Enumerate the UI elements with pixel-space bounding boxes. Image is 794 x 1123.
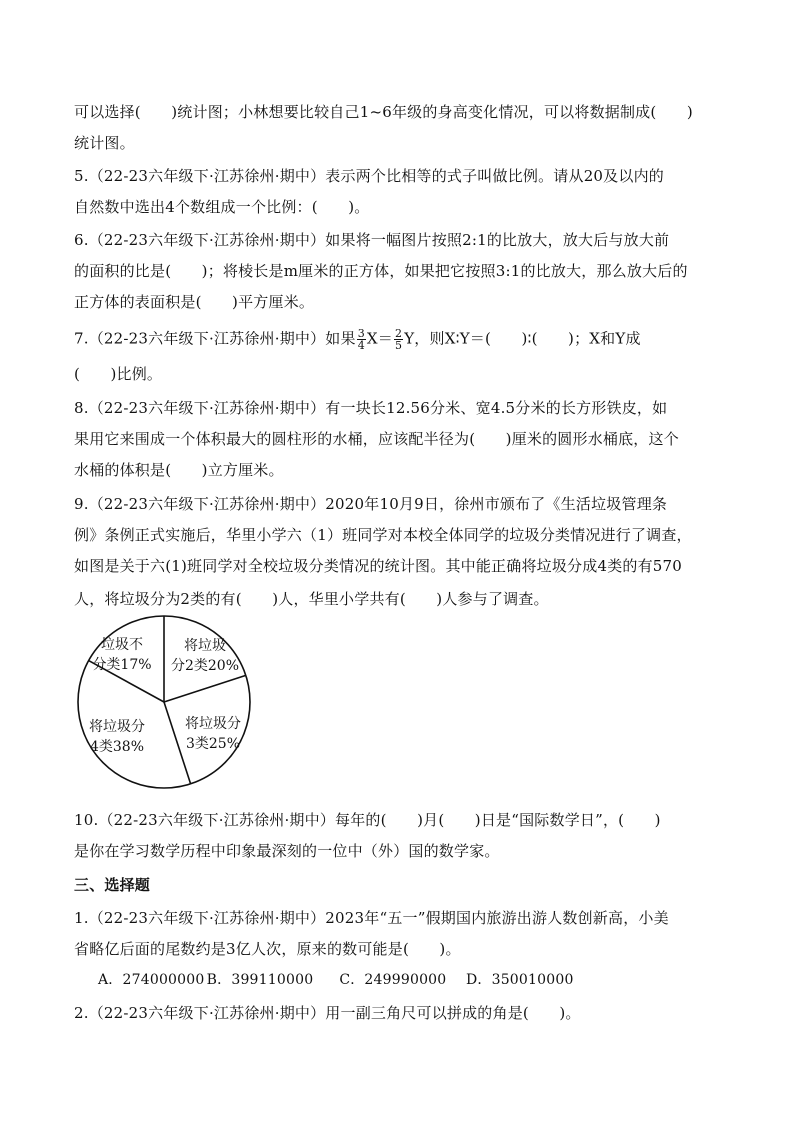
question-6-line: 6.（22-23六年级下·江苏徐州·期中）如果将一幅图片按照2:1的比放大，放大后与放大前 (74, 231, 670, 249)
q7-prefix: 7.（22-23六年级下·江苏徐州·期中）如果 (74, 329, 356, 348)
pie-slice-label: 分2类20% (170, 658, 240, 674)
fraction-three-quarters: $\frac{3}{4}$ (357, 327, 365, 352)
question-10-line: 10.（22-23六年级下·江苏徐州·期中）每年的( )月( )日是“国际数学日”，( ) (74, 811, 661, 829)
question-5-line: 自然数中选出4个数组成一个比例：( )。 (74, 198, 370, 216)
option-c: C．249990000 (339, 972, 447, 988)
garbage-sorting-pie-chart (74, 612, 254, 792)
question-8-line: 果用它来围成一个体积最大的圆柱形的水桶，应该配半径为( )厘米的圆形水桶底，这个 (74, 430, 679, 448)
option-b: B．399110000 (206, 972, 314, 988)
q7-suffix: Y，则X∶Y＝( )∶( )；X和Y成 (404, 329, 641, 348)
pie-slice-label: 分类17% (92, 657, 152, 673)
section-heading-choice: 三、选择题 (74, 876, 151, 894)
option-d: D．350010000 (465, 972, 574, 988)
q4-continuation-line: 统计图。 (74, 134, 135, 152)
choice-1-line: 1.（22-23六年级下·江苏徐州·期中）2023年“五一”假期国内旅游出游人数创新高，小美 (74, 909, 669, 927)
pie-slice-label: 将垃圾分 (185, 716, 241, 732)
pie-slice-label: 3类25% (185, 736, 241, 752)
q7-middle: X＝ (366, 329, 393, 348)
pie-slice-label: 将垃圾 (184, 638, 226, 654)
question-9-line: 9.（22-23六年级下·江苏徐州·期中）2020年10月9日，徐州市颁布了《生活垃圾管理条 (74, 495, 668, 513)
question-6-line: 的面积的比是( )；将棱长是m厘米的正方体，如果把它按照3:1的比放大，那么放大后的 (74, 262, 688, 280)
question-10-line: 是你在学习数学历程中印象最深刻的一位中（外）国的数学家。 (74, 842, 500, 860)
option-a: A．274000000 (98, 972, 205, 988)
choice-1-options (98, 970, 574, 990)
question-9-line: 例》条例正式实施后，华里小学六（1）班同学对本校全体同学的垃圾分类情况进行了调查， (74, 526, 692, 544)
question-7-line (74, 328, 641, 351)
q4-continuation-line: 可以选择( )统计图；小林想要比较自己1~6年级的身高变化情况，可以将数据制成( ) (74, 103, 693, 121)
question-5-line: 5.（22-23六年级下·江苏徐州·期中）表示两个比相等的式子叫做比例。请从20及以内的 (74, 167, 664, 185)
pie-slice-label: 将垃圾分 (89, 719, 145, 735)
question-9-line: 如图是关于六(1)班同学对全校垃圾分类情况的统计图。其中能正确将垃圾分成4类的有570 (74, 557, 683, 575)
question-8-line: 水桶的体积是( )立方厘米。 (74, 461, 284, 479)
choice-2-line: 2.（22-23六年级下·江苏徐州·期中）用一副三角尺可以拼成的角是( )。 (74, 1004, 581, 1022)
question-9-line: 人，将垃圾分为2类的有( )人，华里小学共有( )人参与了调查。 (74, 590, 549, 608)
fraction-two-fifths: $\frac{2}{5}$ (395, 327, 403, 352)
choice-1-line: 省略亿后面的尾数约是3亿人次，原来的数可能是( )。 (74, 940, 461, 958)
question-8-line: 8.（22-23六年级下·江苏徐州·期中）有一块长12.56分米、宽4.5分米的长方形铁皮，如 (74, 399, 668, 417)
question-6-line: 正方体的表面积是( )平方厘米。 (74, 293, 315, 311)
pie-slice-label: 4类38% (89, 739, 145, 755)
question-7-line: ( )比例。 (74, 365, 163, 383)
pie-slice-label: 垃圾不 (101, 637, 143, 653)
